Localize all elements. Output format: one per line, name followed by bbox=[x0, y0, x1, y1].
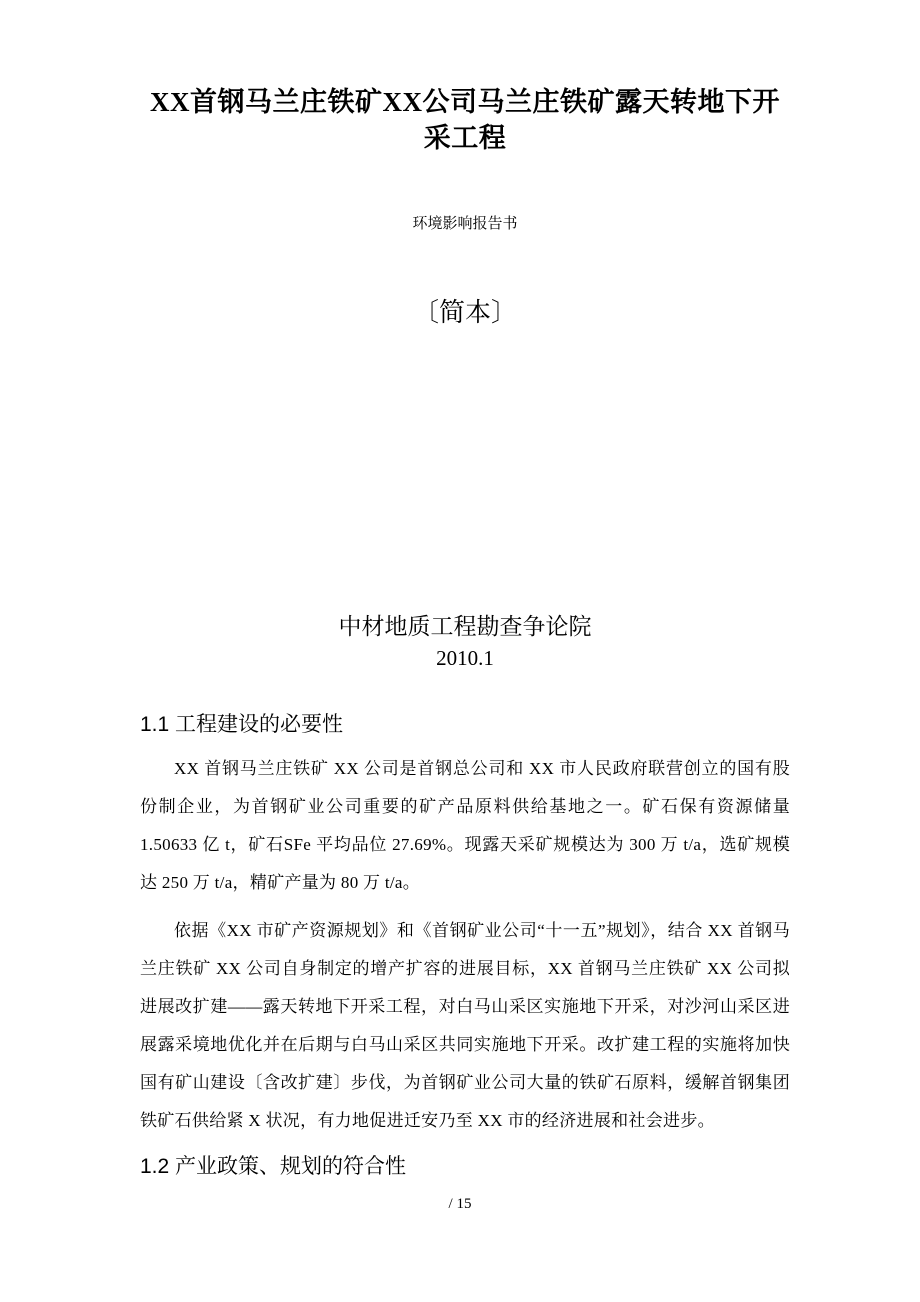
document-edition-label: 〔简本〕 bbox=[412, 298, 517, 327]
page-number-footer: / 15 bbox=[448, 1196, 472, 1212]
document-date: 2010.1 bbox=[436, 646, 494, 670]
organization-block bbox=[140, 612, 790, 672]
body-paragraph: 依据《XX 市矿产资源规划》和《首钢矿业公司“十一五”规划》，结合 XX 首钢马兰庄铁矿 XX 公司自身制定的增产扩容的进展目标，XX 首钢马兰庄铁矿 XX 公司拟进展改扩建——露天转地下开采工程，对白马山采区实施地下开采，对沙河山采区进展露采境地优化并在后期与白马山采区共同实施地下开采。改扩建工程的实施将加快国有矿山建设〔含改扩建〕步伐，为首钢矿业公司大量的铁矿石原料，缓解首钢集团铁矿石供给紧 X 状况，有力地促进迁安乃至 XX 市的经济进展和社会进步。 bbox=[140, 921, 790, 1130]
section-heading-1-2: 1.2 产业政策、规划的符合性 bbox=[140, 1155, 407, 1178]
organization-name: 中材地质工程勘查争论院 bbox=[338, 614, 592, 639]
body-paragraph: XX 首钢马兰庄铁矿 XX 公司是首钢总公司和 XX 市人民政府联营创立的国有股份制企业，为首钢矿业公司重要的矿产品原料供给基地之一。矿石保有资源储量 1.50633 亿 t，矿石SFe 平均品位 27.69%。现露天采矿规模达为 300 万 t/a，选矿规模达 250 万 t/a，精矿产量为 80 万 t/a。 bbox=[140, 759, 790, 892]
document-title: XX首钢马兰庄铁矿XX公司马兰庄铁矿露天转地下开采工程 bbox=[150, 87, 780, 153]
section-heading-1-1: 1.1 工程建设的必要性 bbox=[140, 713, 344, 736]
document-subtitle: 环境影响报告书 bbox=[412, 216, 518, 232]
